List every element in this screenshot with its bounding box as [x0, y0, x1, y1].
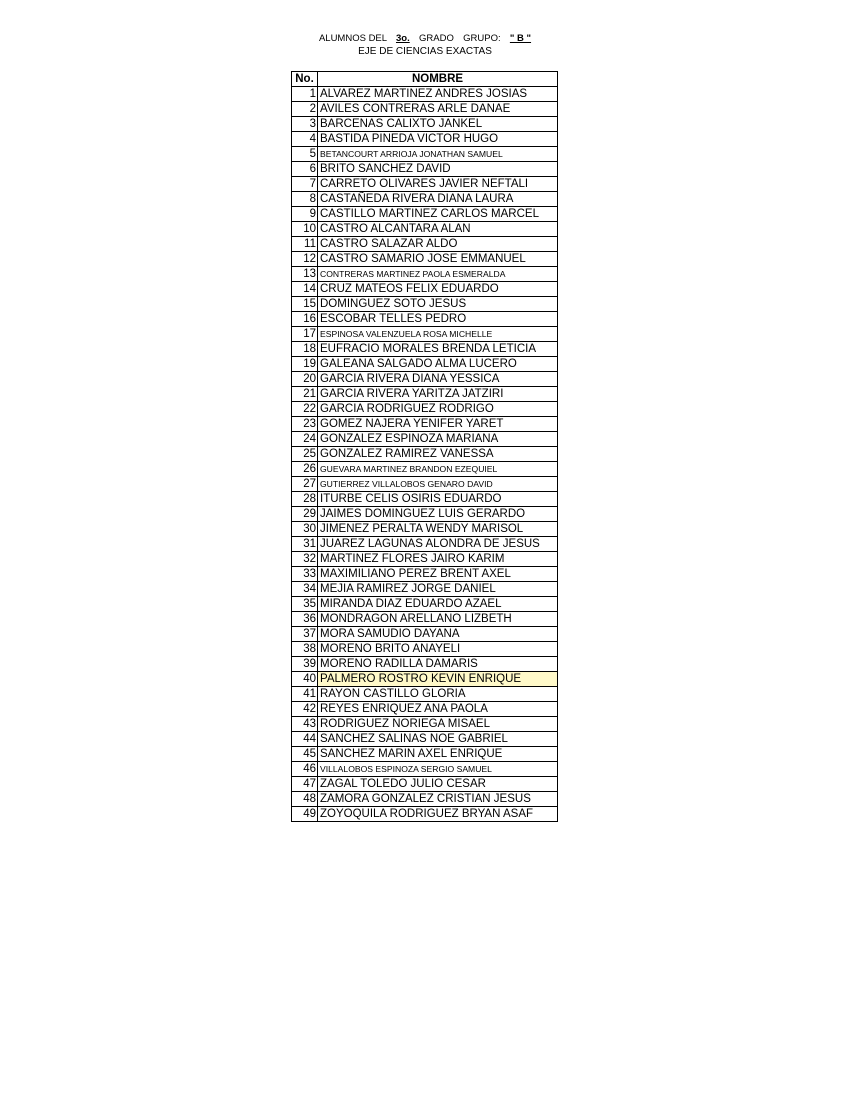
student-rows — [292, 87, 558, 822]
table-row — [292, 132, 558, 147]
student-name: ESCOBAR TELLES PEDRO — [318, 312, 558, 327]
student-name: CASTRO SAMARIO JOSE EMMANUEL — [318, 252, 558, 267]
student-name: GOMEZ NAJERA YENIFER YARET — [318, 417, 558, 432]
table-row — [292, 492, 558, 507]
table-row — [292, 342, 558, 357]
table-row — [292, 177, 558, 192]
row-number: 3 — [292, 117, 318, 132]
table-row — [292, 762, 558, 777]
table-row — [292, 87, 558, 102]
row-number: 46 — [292, 762, 318, 777]
row-number: 43 — [292, 717, 318, 732]
table-row — [292, 312, 558, 327]
column-header-name: NOMBRE — [318, 72, 558, 87]
table-row — [292, 297, 558, 312]
table-row — [292, 162, 558, 177]
alumnos-label: ALUMNOS DEL — [318, 33, 387, 44]
table-row — [292, 462, 558, 477]
row-number: 31 — [292, 537, 318, 552]
table-row — [292, 612, 558, 627]
student-name: MEJIA RAMIREZ JORGE DANIEL — [318, 582, 558, 597]
row-number: 9 — [292, 207, 318, 222]
table-row — [292, 567, 558, 582]
student-name: MORENO BRITO ANAYELI — [318, 642, 558, 657]
row-number: 29 — [292, 507, 318, 522]
table-row — [292, 642, 558, 657]
student-name: SANCHEZ SALINAS NOE GABRIEL — [318, 732, 558, 747]
grado-label: GRADO — [419, 33, 454, 44]
row-number: 44 — [292, 732, 318, 747]
student-name: GUTIERREZ VILLALOBOS GENARO DAVID — [318, 477, 558, 492]
student-name: ZAGAL TOLEDO JULIO CESAR — [318, 777, 558, 792]
row-number: 17 — [292, 327, 318, 342]
table-row — [292, 522, 558, 537]
row-number: 7 — [292, 177, 318, 192]
student-name: BASTIDA PINEDA VICTOR HUGO — [318, 132, 558, 147]
student-name: DOMINGUEZ SOTO JESUS — [318, 297, 558, 312]
table-row — [292, 402, 558, 417]
student-name: CASTILLO MARTINEZ CARLOS MARCEL — [318, 207, 558, 222]
table-row — [292, 252, 558, 267]
row-number: 26 — [292, 462, 318, 477]
row-number: 45 — [292, 747, 318, 762]
table-row — [292, 597, 558, 612]
student-name: GARCIA RIVERA YARITZA JATZIRI — [318, 387, 558, 402]
row-number: 16 — [292, 312, 318, 327]
student-name: MORENO RADILLA DAMARIS — [318, 657, 558, 672]
student-name: ZAMORA GONZALEZ CRISTIAN JESUS — [318, 792, 558, 807]
student-name: GUEVARA MARTINEZ BRANDON EZEQUIEL — [318, 462, 558, 477]
row-number: 10 — [292, 222, 318, 237]
student-name: BARCENAS CALIXTO JANKEL — [318, 117, 558, 132]
student-name: AVILES CONTRERAS ARLE DANAE — [318, 102, 558, 117]
student-name: CASTAÑEDA RIVERA DIANA LAURA — [318, 192, 558, 207]
table-row — [292, 327, 558, 342]
row-number: 47 — [292, 777, 318, 792]
row-number: 24 — [292, 432, 318, 447]
grade-value: 3o. — [395, 33, 410, 44]
table-row — [292, 792, 558, 807]
row-number: 35 — [292, 597, 318, 612]
student-name: GARCIA RODRIGUEZ RODRIGO — [318, 402, 558, 417]
row-number: 32 — [292, 552, 318, 567]
table-row — [292, 777, 558, 792]
table-row — [292, 237, 558, 252]
table-row — [292, 747, 558, 762]
student-table — [291, 71, 558, 822]
row-number: 38 — [292, 642, 318, 657]
table-row — [292, 357, 558, 372]
student-name: MIRANDA DIAZ EDUARDO AZAEL — [318, 597, 558, 612]
row-number: 21 — [292, 387, 318, 402]
table-row — [292, 537, 558, 552]
student-name: JAIMES DOMINGUEZ LUIS GERARDO — [318, 507, 558, 522]
student-name: CASTRO ALCANTARA ALAN — [318, 222, 558, 237]
row-number: 39 — [292, 657, 318, 672]
student-name: REYES ENRIQUEZ ANA PAOLA — [318, 702, 558, 717]
student-name: MONDRAGON ARELLANO LIZBETH — [318, 612, 558, 627]
row-number: 34 — [292, 582, 318, 597]
row-number: 49 — [292, 807, 318, 822]
table-header-row — [292, 72, 558, 87]
student-name: ITURBE CELIS OSIRIS EDUARDO — [318, 492, 558, 507]
table-row — [292, 387, 558, 402]
student-name: MARTINEZ FLORES JAIRO KARIM — [318, 552, 558, 567]
student-name: GARCIA RIVERA DIANA YESSICA — [318, 372, 558, 387]
table-row — [292, 207, 558, 222]
student-name: BETANCOURT ARRIOJA JONATHAN SAMUEL — [318, 147, 558, 162]
row-number: 42 — [292, 702, 318, 717]
table-row — [292, 807, 558, 822]
student-name: ALVAREZ MARTINEZ ANDRES JOSIAS — [318, 87, 558, 102]
table-row — [292, 372, 558, 387]
row-number: 40 — [292, 672, 318, 687]
row-number: 6 — [292, 162, 318, 177]
row-number: 13 — [292, 267, 318, 282]
table-row — [292, 192, 558, 207]
table-row — [292, 672, 558, 687]
row-number: 30 — [292, 522, 318, 537]
row-number: 18 — [292, 342, 318, 357]
table-row — [292, 222, 558, 237]
table-row — [292, 627, 558, 642]
row-number: 20 — [292, 372, 318, 387]
row-number: 48 — [292, 792, 318, 807]
table-row — [292, 687, 558, 702]
student-name: MORA SAMUDIO DAYANA — [318, 627, 558, 642]
student-name: ESPINOSA VALENZUELA ROSA MICHELLE — [318, 327, 558, 342]
table-row — [292, 507, 558, 522]
row-number: 27 — [292, 477, 318, 492]
student-name: CRUZ MATEOS FELIX EDUARDO — [318, 282, 558, 297]
student-name: GONZALEZ RAMIREZ VANESSA — [318, 447, 558, 462]
column-header-no: No. — [292, 72, 318, 87]
row-number: 11 — [292, 237, 318, 252]
student-name: SANCHEZ MARIN AXEL ENRIQUE — [318, 747, 558, 762]
table-row — [292, 267, 558, 282]
table-row — [292, 282, 558, 297]
student-name: CASTRO SALAZAR ALDO — [318, 237, 558, 252]
table-row — [292, 702, 558, 717]
group-value: " B " — [509, 33, 532, 44]
student-name: GONZALEZ ESPINOZA MARIANA — [318, 432, 558, 447]
row-number: 1 — [292, 87, 318, 102]
table-row — [292, 147, 558, 162]
table-row — [292, 717, 558, 732]
row-number: 15 — [292, 297, 318, 312]
row-number: 23 — [292, 417, 318, 432]
row-number: 19 — [292, 357, 318, 372]
row-number: 33 — [292, 567, 318, 582]
student-name: RODRIGUEZ NORIEGA MISAEL — [318, 717, 558, 732]
student-name: MAXIMILIANO PEREZ BRENT AXEL — [318, 567, 558, 582]
row-number: 28 — [292, 492, 318, 507]
student-name: JIMENEZ PERALTA WENDY MARISOL — [318, 522, 558, 537]
table-row — [292, 417, 558, 432]
grupo-label: GRUPO: — [463, 33, 501, 44]
row-number: 41 — [292, 687, 318, 702]
row-number: 4 — [292, 132, 318, 147]
row-number: 36 — [292, 612, 318, 627]
row-number: 22 — [292, 402, 318, 417]
student-name: PALMERO ROSTRO KEVIN ENRIQUE — [318, 672, 558, 687]
row-number: 5 — [292, 147, 318, 162]
row-number: 14 — [292, 282, 318, 297]
row-number: 37 — [292, 627, 318, 642]
row-number: 8 — [292, 192, 318, 207]
row-number: 12 — [292, 252, 318, 267]
subtitle: EJE DE CIENCIAS EXACTAS — [358, 46, 492, 57]
student-name: RAYON CASTILLO GLORIA — [318, 687, 558, 702]
student-name: VILLALOBOS ESPINOZA SERGIO SAMUEL — [318, 762, 558, 777]
table-row — [292, 117, 558, 132]
table-row — [292, 447, 558, 462]
table-row — [292, 732, 558, 747]
student-name: CONTRERAS MARTINEZ PAOLA ESMERALDA — [318, 267, 558, 282]
student-name: EUFRACIO MORALES BRENDA LETICIA — [318, 342, 558, 357]
table-row — [292, 102, 558, 117]
student-name: CARRETO OLIVARES JAVIER NEFTALI — [318, 177, 558, 192]
row-number: 25 — [292, 447, 318, 462]
table-row — [292, 552, 558, 567]
student-name: ZOYOQUILA RODRIGUEZ BRYAN ASAF — [318, 807, 558, 822]
table-row — [292, 582, 558, 597]
table-row — [292, 432, 558, 447]
student-name: BRITO SANCHEZ DAVID — [318, 162, 558, 177]
table-row — [292, 657, 558, 672]
row-number: 2 — [292, 102, 318, 117]
student-name: JUAREZ LAGUNAS ALONDRA DE JESUS — [318, 537, 558, 552]
student-name: GALEANA SALGADO ALMA LUCERO — [318, 357, 558, 372]
table-row — [292, 477, 558, 492]
group-header-line — [0, 33, 850, 44]
